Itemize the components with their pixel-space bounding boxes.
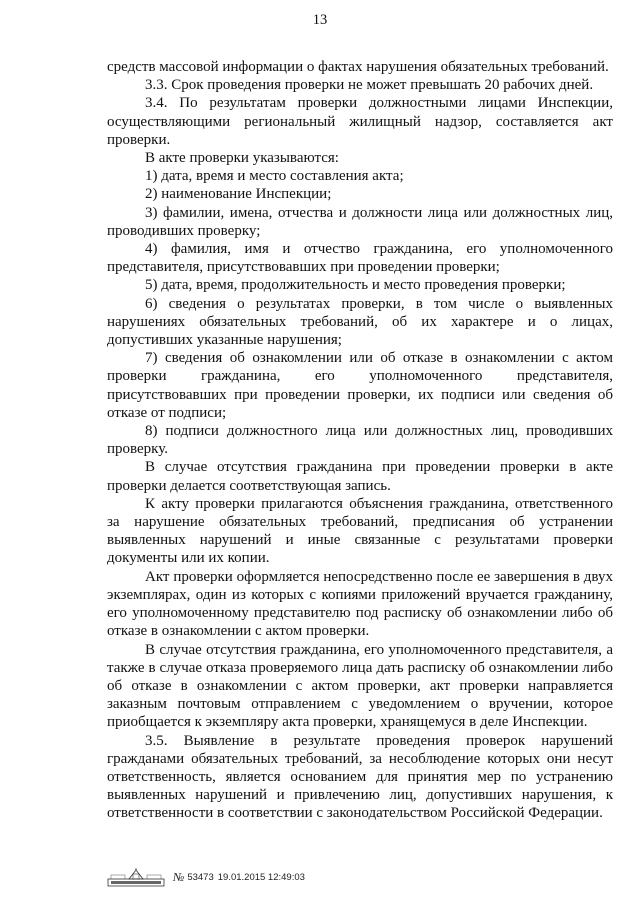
document-number-mark: № xyxy=(173,869,185,884)
page-number: 13 xyxy=(312,12,328,28)
list-item: 3) фамилии, имена, отчества и должности лица или должностных лиц, проводивших проверку; xyxy=(107,204,613,239)
list-item: 6) сведения о результатах проверки, в том числе о выявленных нарушениях обязательных требований, об их характере и о лицах, допустивших указанные нарушения; xyxy=(107,295,613,349)
list-item: 2) наименование Инспекции; xyxy=(145,186,332,203)
paragraph: 3.4. По результатам проверки должностными лицами Инспекции, осуществляющими региональный жилищный надзор, составляется акт проверки. xyxy=(107,95,613,148)
document-datetime: 19.01.2015 12:49:03 xyxy=(217,871,305,883)
list-item: 8) подписи должностного лица или должностных лиц, проводивших проверку. xyxy=(107,423,613,458)
list-item: 7) сведения об ознакомлении или об отказе в ознакомлении с актом проверки гражданина, его уполномоченного представителя, присутствовавших при проведении проверки, их подписи или сведения об отказе от подписи; xyxy=(107,350,613,421)
paragraph: 3.3. Срок проведения проверки не может превышать 20 рабочих дней. xyxy=(145,77,594,94)
list-item: 4) фамилия, имя и отчество гражданина, его уполномоченного представителя, присутствовавших при проведении проверки; xyxy=(107,241,613,276)
document-body xyxy=(107,58,613,823)
document-number: 53473 xyxy=(187,871,214,883)
government-stamp-icon xyxy=(107,867,165,887)
paragraph: К акту проверки прилагаются объяснения гражданина, ответственного за нарушение обязательных требований, предписания об устранении выявленных нарушений и иные связанные с результатами проверки документы или их копии. xyxy=(107,495,613,567)
paragraph: Акт проверки оформляется непосредственно после ее завершения в двух экземплярах, один из которых с копиями приложений вручается гражданину, его уполномоченному представителю под расписку об ознакомлении либо об отказе в ознакомлении с актом проверки. xyxy=(107,568,613,640)
document-footer xyxy=(107,866,305,888)
paragraph: 3.5. Выявление в результате проведения проверок нарушений гражданами обязательных требований, за несоблюдение которых они несут ответственность, является основанием для принятия мер по устранению выявленных нарушений и привлечению лиц, допустивших нарушения, к ответственности в соответствии с законодательством Российской Федерации. xyxy=(107,732,613,822)
list-item: 1) дата, время и место составления акта; xyxy=(145,168,404,185)
paragraph: В случае отсутствия гражданина при проведении проверки в акте проверки делается соответствующая запись. xyxy=(107,459,613,494)
paragraph: В акте проверки указываются: xyxy=(145,150,339,167)
list-item: 5) дата, время, продолжительность и место проведения проверки; xyxy=(145,277,566,294)
paragraph: средств массовой информации о фактах нарушения обязательных требований. xyxy=(107,59,609,75)
paragraph: В случае отсутствия гражданина, его уполномоченного представителя, а также в случае отказа проверяемого лица дать расписку об ознакомлении либо об отказе в ознакомлении с актом проверки, акт проверки направляется заказным почтовым отправлением с уведомлением о вручении, которое приобщается к экземпляру акта проверки, хранящемуся в деле Инспекции. xyxy=(107,641,613,731)
